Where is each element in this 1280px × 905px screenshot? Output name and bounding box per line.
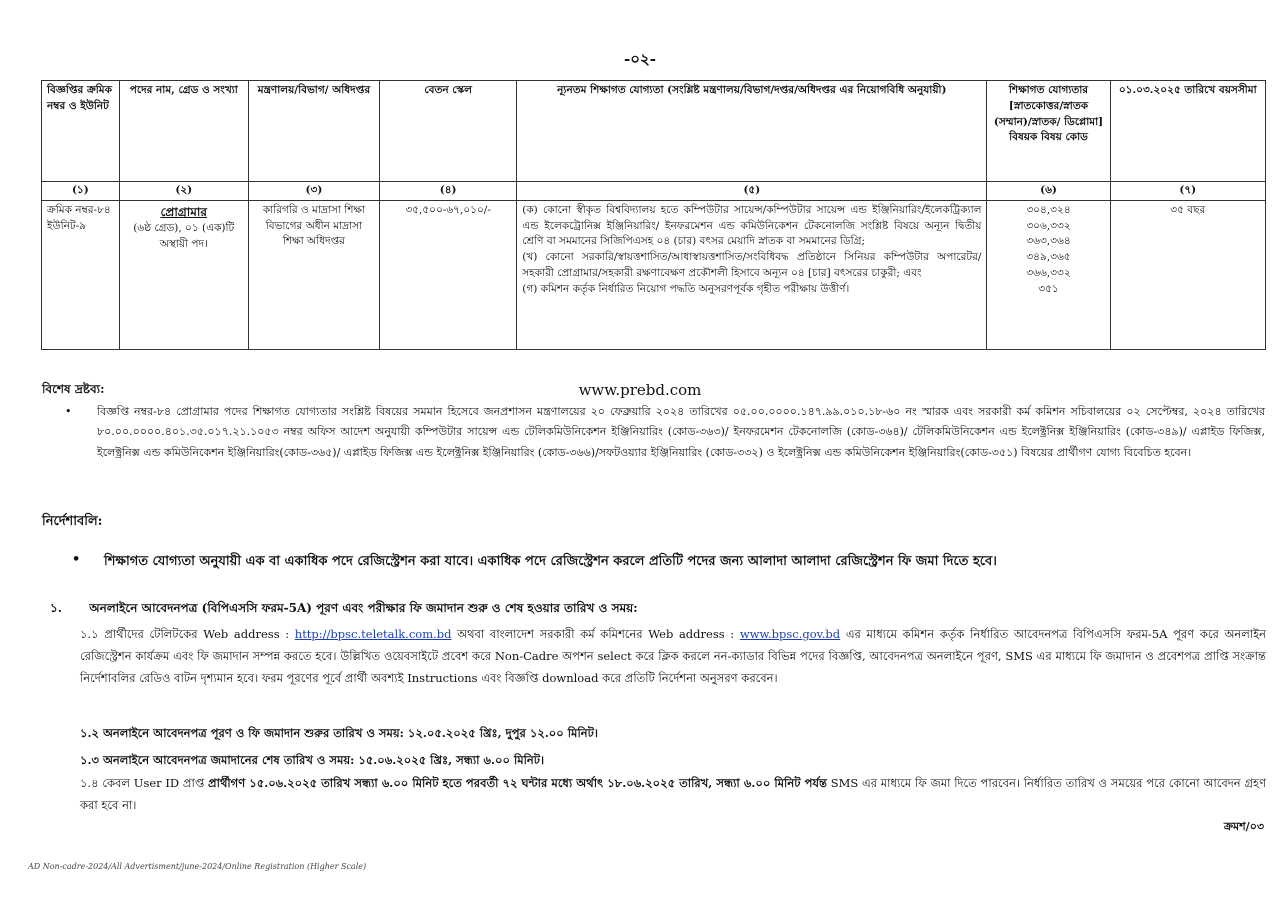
header-qualification: ন্যূনতম শিক্ষাগত যোগ্যতা (সংশ্লিষ্ট মন্ত্রণালয়/বিভাগ/দপ্তর/অধিদপ্তর এর নিয়োগবিধি অনুযায়ী)	[517, 81, 987, 182]
col-number: (৩)	[248, 182, 379, 201]
col-number: (২)	[119, 182, 248, 201]
cell-pay-scale: ৩৫,৫০০-৬৭,০১০/-	[380, 200, 517, 349]
bullet-icon: •	[72, 552, 81, 567]
post-table	[41, 80, 1266, 350]
cell-serial: ক্রমিক নম্বর-৮৪ ইউনিট-৯	[42, 200, 120, 349]
s11-text-a: ১.১ প্রার্থীদের টেলিটকের Web address :	[80, 627, 290, 641]
table-row	[42, 200, 1266, 349]
special-note-heading: বিশেষ দ্রষ্টব্য:	[42, 382, 105, 396]
header-ministry: মন্ত্রণালয়/বিভাগ/ অধিদপ্তর	[248, 81, 379, 182]
section-number: ১.	[50, 601, 62, 615]
subject-code: ৩৬৩,৩৬৪	[1026, 235, 1071, 248]
subject-code: ৩৫১	[1038, 282, 1059, 295]
post-name: প্রোগ্রামার	[160, 204, 208, 219]
subject-code: ৩০৪,৩২৪	[1026, 203, 1071, 216]
cell-qualification	[517, 200, 987, 349]
col-number: (৫)	[517, 182, 987, 201]
footer-path: AD Non-cadre-2024/All Advertisment/june-2024/Online Registration (Higher Scale)	[28, 862, 367, 871]
col-number: (১)	[42, 182, 120, 201]
section-1-3: ১.৩ অনলাইনে আবেদনপত্র জমাদানের শেষ তারিখ ও সময়: ১৫.০৬.২০২৫ খ্রিঃ, সন্ধ্যা ৬.০০ মিনিট।	[80, 753, 545, 767]
special-note-text: বিজ্ঞপ্তি নম্বর-৮৪ প্রোগ্রামার পদের শিক্ষাগত যোগ্যতার সংশ্লিষ্ট বিষয়ের সমমান হিসেবে জনপ্রশাসন মন্ত্রণালয়ের ২০ ফেব্রুয়ারি ২০২৪ তারিখের ০৫.০০.০০০০.১৪৭.৯৯.০১০.১৮-৬০ নং স্মারক এবং সরকারী কর্ম কমিশন সচিবালয়ের ০২ সেপ্টেম্বর, ২০২৪ তারিখের ৮০.০০.০০০০.৪০১.৩৫.০১৭.২১.১০৫৩ নম্বর অফিস আদেশ অনুযায়ী কম্পিউটার সায়েন্স এন্ড টেলিকমিউনিকেশন ইঞ্জিনিয়ারিং (কোড-৩৬৩)/ ইনফরমেশন টেকনোলজি (কোড-৩৬৪)/ টেলিকমিউনিকেশন এন্ড ইলেক্ট্রনিক্স ইঞ্জিনিয়ারিং (কোড-৩৪৯)/ এপ্লাইড ফিজিক্স, ইলেক্ট্রনিক্স এন্ড কমিউনিকেশন ইঞ্জিনিয়ারিং(কোড-৩৬৫)/ এপ্লাইড ফিজিক্স এন্ড ইলেক্ট্রনিক্স ইঞ্জিনিয়ারিং (কোড-৩৬৬)/সফটওয়্যার ইঞ্জিনিয়ারিং (কোড-৩৩২) ও ইলেক্ট্রনিক্স এন্ড কমিউনিকেশন ইঞ্জিনিয়ারিং(কোড-৩৫১) বিষয়ের প্রার্থীগণ যোগ্য বিবেচিত হবেন।	[97, 405, 1265, 459]
s14-text-bold: প্রার্থীগণ ১৫.০৬.২০২৫ তারিখ সন্ধ্যা ৬.০০ মিনিট হতে পরবর্তী ৭২ ঘন্টার মধ্যে অর্থাৎ ১৮.০৬.২০২৫ তারিখ, সন্ধ্যা ৬.০০ মিনিট পর্যন্ত	[208, 776, 827, 790]
header-pay-scale: বেতন স্কেল	[380, 81, 517, 182]
instructions-heading: নির্দেশাবলি:	[42, 514, 103, 529]
special-note	[65, 402, 1265, 463]
table-header-row	[42, 81, 1266, 182]
continued-marker: ক্রমশ/০৩	[1223, 820, 1264, 833]
s11-text-b: অথবা বাংলাদেশ সরকারী কর্ম কমিশনের Web address :	[457, 627, 735, 641]
qualification-kh: (খ) কোনো সরকারি/স্বায়ত্তশাসিত/আধাস্বায়ত্তশাসিত/সংবিধিবদ্ধ প্রতিষ্ঠানে সিনিয়র কম্পিউটার অপারেটর/সহকারী প্রোগ্রামার/সহকারী রক্ষণাবেক্ষণ প্রকৌশলী হিসাবে অন্যূন ০৪ [চার] বৎসরের চাকুরী; এবং	[522, 251, 982, 279]
subject-code: ৩০৬,৩৩২	[1026, 219, 1071, 232]
watermark: www.prebd.com	[578, 381, 702, 399]
qualification-g: (গ) কমিশন কর্তৃক নির্ধারিত নিয়োগ পদ্ধতি অনুসরণপূর্বক গৃহীত পরীক্ষায় উত্তীর্ণ।	[522, 282, 850, 295]
s14-text-b: SMS এর মাধ্যমে ফি জমা দিতে পারবেন। নির্ধারিত তারিখ ও সময়ের পরে কোনো আবেদন গ্রহণ করা হবে না।	[80, 776, 1267, 812]
header-serial: বিজ্ঞপ্তির ক্রমিক নম্বর ও ইউনিট	[42, 81, 120, 182]
registration-rule-text: শিক্ষাগত যোগ্যতা অনুযায়ী এক বা একাধিক পদে রেজিস্ট্রেশন করা যাবে। একাধিক পদে রেজিস্ট্রেশন করলে প্রতিটি পদের জন্য আলাদা আলাদা রেজিস্ট্রেশন ফি জমা দিতে হবে।	[104, 554, 997, 569]
bpsc-link[interactable]: www.bpsc.gov.bd	[739, 627, 841, 641]
registration-rule	[72, 552, 1267, 573]
bullet-icon: •	[65, 405, 72, 418]
cell-post	[119, 200, 248, 349]
column-number-row	[42, 182, 1266, 201]
post-detail: (৬ষ্ঠ গ্রেড), ০১ (এক)টি অস্থায়ী পদ।	[133, 221, 235, 250]
col-number: (৭)	[1110, 182, 1265, 201]
subject-code: ৩৪৯,৩৬৫	[1026, 251, 1071, 263]
s14-text-a: ১.৪ কেবল User ID প্রাপ্ত	[80, 776, 205, 790]
header-age-limit: ০১.০৩.২০২৫ তারিখে বয়সসীমা	[1110, 81, 1265, 182]
cell-subject-codes	[987, 200, 1110, 349]
subject-code: ৩৬৬,৩৩২	[1026, 266, 1071, 279]
section-1-4	[80, 773, 1266, 817]
s11-text-c: এর মাধ্যমে কমিশন কর্তৃক নির্ধারিত আবেদনপত্র বিপিএসসি ফরম-5A পূরণ করে অনলাইন রেজিস্ট্রেশন কার্যক্রম এবং ফি জমাদান সম্পন্ন করতে হবে। উল্লিখিত ওয়েবসাইটে প্রবেশ করে Non-Cadre অপশন select করে ক্লিক করলে নন-ক্যাডার বিভিন্ন পদের বিজ্ঞপ্তি, আবেদনপত্র অনলাইনে পূরণ, SMS এর মাধ্যমে ফি জমাদান ও প্রবেশপত্র প্রাপ্তি সংক্রান্ত নির্দেশাবলির রেডিও বাটন দৃশ্যমান হবে। ফরম পূরণের পূর্বে প্রার্থী অবশ্যই Instructions এবং বিজ্ঞপ্তি download করে প্রতিটি নির্দেশনা অনুসরণ করবেন।	[80, 627, 1267, 685]
teletalk-link[interactable]: http://bpsc.teletalk.com.bd	[294, 627, 452, 641]
section-1-2: ১.২ অনলাইনে আবেদনপত্র পূরণ ও ফি জমাদান শুরুর তারিখ ও সময়: ১২.০৫.২০২৫ খ্রিঃ, দুপুর ১২.০০ মিনিট।	[80, 726, 598, 740]
section-1-1	[80, 624, 1266, 690]
section-title: অনলাইনে আবেদনপত্র (বিপিএসসি ফরম-5A) পূরণ এবং পরীক্ষার ফি জমাদান শুরু ও শেষ হওয়ার তারিখ ও সময়:	[89, 601, 638, 615]
header-post: পদের নাম, গ্রেড ও সংখ্যা	[119, 81, 248, 182]
page-number: -০২-	[624, 50, 656, 68]
cell-age-limit: ৩৫ বছর	[1110, 200, 1265, 349]
qualification-k: (ক) কোনো স্বীকৃত বিশ্ববিদ্যালয় হতে কম্পিউটার সায়েন্স/কম্পিউটার সায়েন্স এন্ড ইঞ্জিনিয়ারিং/ইলেকট্রিক্যাল এন্ড ইলেকট্রোনিক্স ইঞ্জিনিয়ারিং/ ইনফরমেশন এন্ড কমিউনিকেশন টেকনোলজি সংশ্লিষ্ট বিষয়ে অন্যূন দ্বিতীয় শ্রেণি বা সমমানের সিজিপিএসহ ০৪ (চার) বৎসর মেয়াদি স্নাতক বা সমমানের ডিগ্রি;	[522, 203, 982, 248]
col-number: (৬)	[987, 182, 1110, 201]
cell-ministry: কারিগরি ও মাদ্রাসা শিক্ষা বিভাগের অধীন মাদ্রাসা শিক্ষা অধিদপ্তর	[248, 200, 379, 349]
header-subject-code: শিক্ষাগত যোগ্যতার [স্নাতকোত্তর/স্নাতক (সম্মান)/স্নাতক/ ডিপ্লোমা] বিষয়ক বিষয় কোড	[987, 81, 1110, 182]
section-1-heading	[50, 600, 638, 620]
col-number: (৪)	[380, 182, 517, 201]
